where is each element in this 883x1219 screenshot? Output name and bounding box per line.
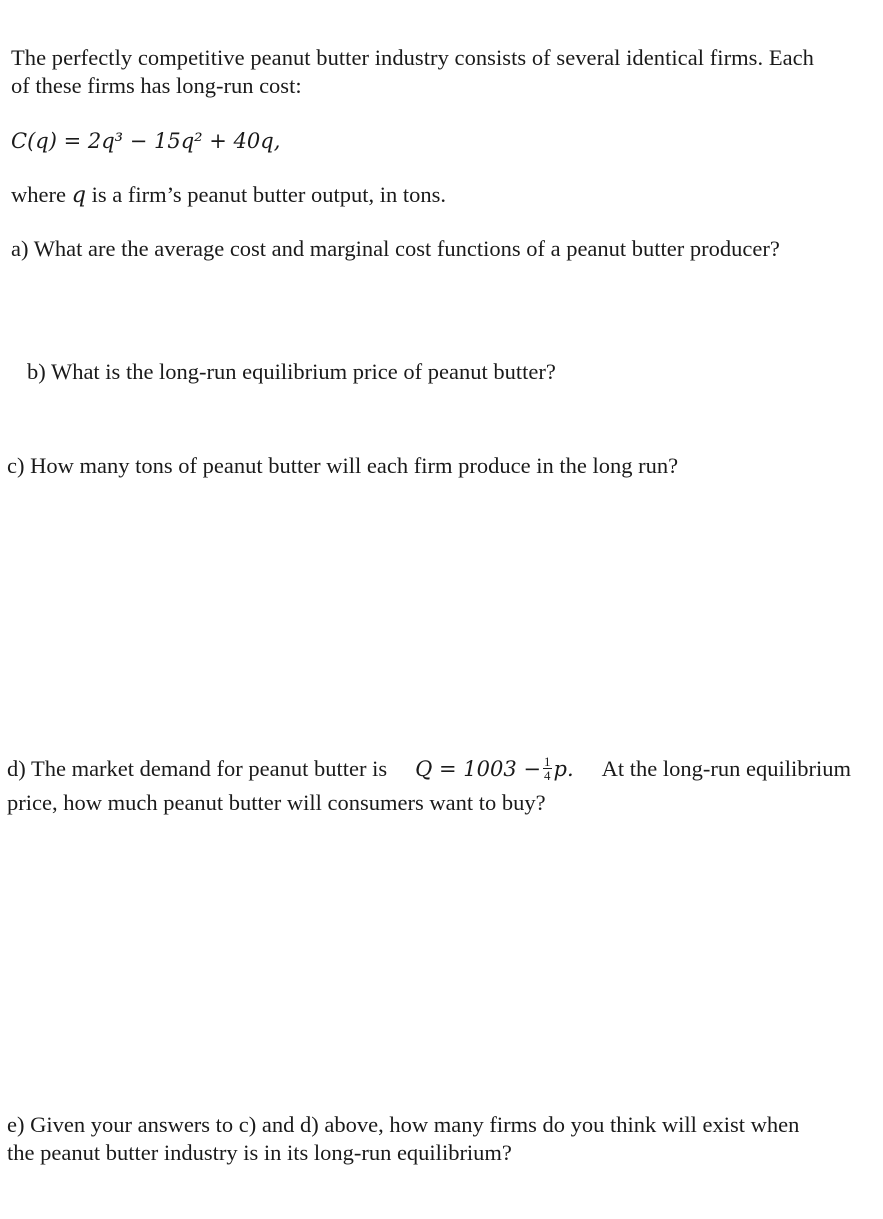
where-prefix: where <box>11 182 66 207</box>
question-a <box>11 235 780 263</box>
question-d-line-2-text: price, how much peanut butter will consumers want to buy? <box>7 790 546 815</box>
question-d-equation-rhs: p. <box>553 757 574 781</box>
question-c <box>7 452 678 480</box>
intro-text-1: The perfectly competitive peanut butter industry consists of several identical firms. Each <box>11 45 814 70</box>
question-c-text: c) How many tons of peanut butter will each firm produce in the long run? <box>7 453 679 478</box>
question-e-text-2: the peanut butter industry is in its long-run equilibrium? <box>7 1140 512 1165</box>
question-a-text: a) What are the average cost and marginal cost functions of a peanut butter producer? <box>11 236 780 261</box>
question-b <box>27 358 556 386</box>
question-e-line-2 <box>7 1139 512 1167</box>
where-var: q <box>71 182 86 208</box>
intro-text-2: of these firms has long-run cost: <box>11 73 302 98</box>
cost-function <box>11 127 280 155</box>
question-d-line-1 <box>7 755 851 784</box>
question-d-fraction <box>543 755 552 782</box>
question-d-line-2 <box>7 789 546 817</box>
question-d-equation-lhs: Q = 1003 − <box>415 757 541 781</box>
where-suffix: is a firm’s peanut butter output, in tons. <box>91 182 446 207</box>
cost-function-text: C(q) = 2q³ − 15q² + 40q, <box>11 129 281 153</box>
question-e-text-1: e) Given your answers to c) and d) above, how many firms do you think will exist when <box>7 1112 800 1137</box>
question-d-equation <box>415 755 574 784</box>
question-b-text: b) What is the long-run equilibrium price of peanut butter? <box>27 359 556 384</box>
question-d-prefix: d) The market demand for peanut butter is <box>7 756 388 781</box>
question-d-frac-num: 1 <box>544 754 551 770</box>
question-e-line-1 <box>7 1111 851 1139</box>
question-d-frac-den: 4 <box>544 768 551 784</box>
intro-line-2 <box>11 72 302 100</box>
question-d-suffix: At the long-run equilibrium <box>601 756 851 781</box>
intro-line-1 <box>11 44 852 72</box>
where-line <box>11 181 446 209</box>
